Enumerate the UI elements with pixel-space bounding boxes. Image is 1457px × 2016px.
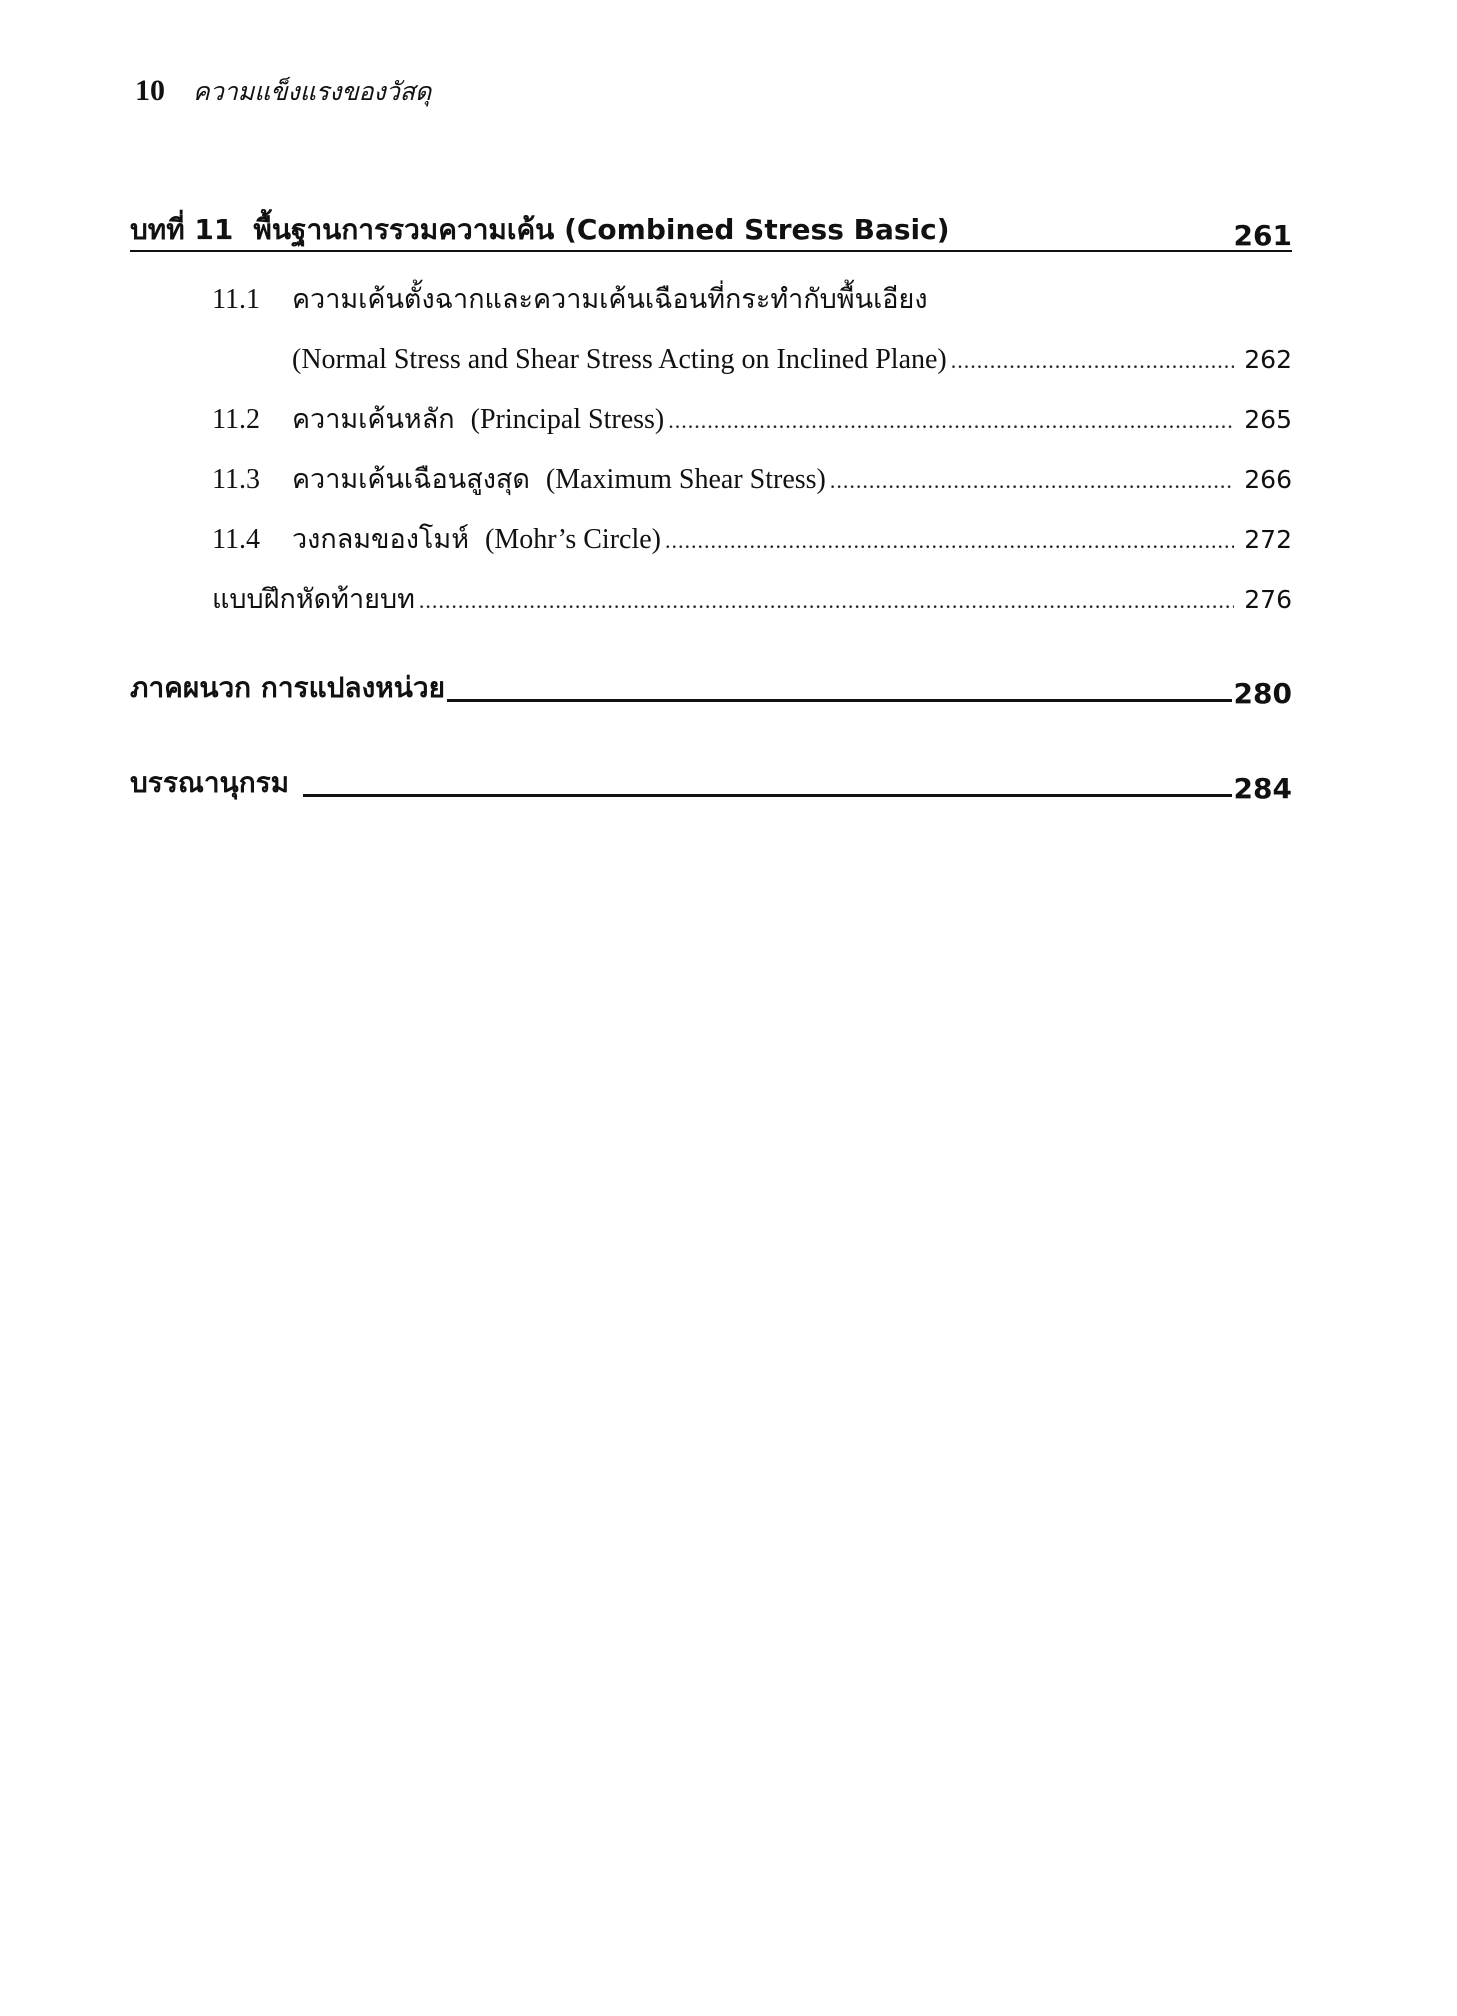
appendix-title: ภาคผนวก การแปลงหน่วย [130,671,445,704]
toc-entry-exercises [130,570,1292,630]
chapter-title-group [130,208,950,252]
toc-entry-appendix [130,660,1292,710]
section-title-thai: ความเค้นตั้งฉากและความเค้นเฉือนที่กระทำกับพื้นเอียง [292,284,928,315]
book-title: ความแข็งแรงของวัสดุ [193,77,432,106]
dot-leader [668,391,1234,451]
section-number: 11.4 [212,524,260,555]
toc-entry-11-2 [130,390,1292,450]
chapter-heading [130,192,1292,252]
chapter-page: 261 [1233,219,1292,252]
section-title-thai: ความเค้นเฉือนสูงสุด [292,464,530,495]
section-title-english: (Mohr’s Circle) [485,524,661,555]
toc-list [130,270,1292,630]
section-number: 11.3 [212,464,260,495]
dot-leader [830,451,1234,511]
section-page: 272 [1244,525,1292,554]
section-page: 265 [1244,405,1292,434]
toc-entry-11-3 [130,450,1292,510]
dot-leader [665,511,1234,571]
appendix-page: 280 [1233,677,1292,710]
underline-leader [303,794,1231,797]
section-number: 11.1 [212,284,260,315]
toc-entry-11-1-continued [130,330,1292,390]
toc-entry-11-1 [130,270,1292,330]
page-header [135,72,431,112]
underline-leader [447,699,1232,702]
section-title-english: (Normal Stress and Shear Stress Acting on Inclined Plane) [292,344,947,375]
dot-leader [951,331,1234,391]
section-title-thai: ความเค้นหลัก [292,404,455,435]
chapter-divider [130,250,1292,252]
page-number: 10 [135,74,165,107]
exercises-title: แบบฝึกหัดท้ายบท [212,584,415,615]
section-page: 262 [1244,345,1292,374]
exercises-page: 276 [1244,585,1292,614]
section-page: 266 [1244,465,1292,494]
bibliography-page: 284 [1233,772,1292,805]
bibliography-title: บรรณานุกรม [130,766,290,799]
toc-entry-bibliography [130,755,1292,805]
chapter-label: บทที่ 11 [130,213,234,246]
dot-leader [419,571,1234,631]
toc-entry-11-4 [130,510,1292,570]
section-title-english: (Principal Stress) [470,404,665,435]
section-title-english: (Maximum Shear Stress) [545,464,826,495]
section-title-thai: วงกลมของโมห์ [292,524,469,555]
section-number: 11.2 [212,404,260,435]
chapter-title: พื้นฐานการรวมความเค้น (Combined Stress Basic) [253,213,950,246]
